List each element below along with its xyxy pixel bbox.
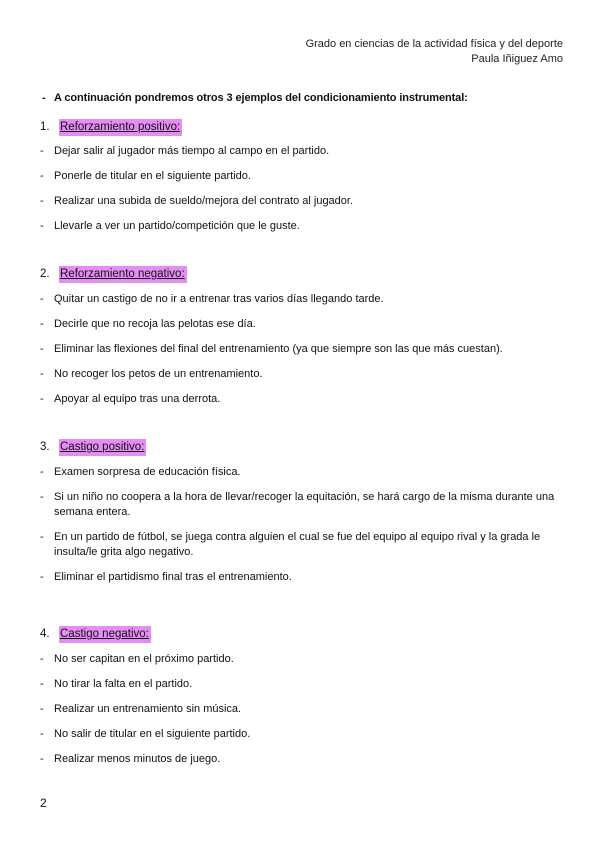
bullet-dash: - (40, 368, 44, 380)
list-item (40, 392, 570, 407)
list-item (40, 752, 570, 767)
list-item-text: Eliminar el partidismo final tras el entrenamiento. (54, 571, 292, 583)
bullet-dash: - (40, 653, 44, 665)
bullet-dash: - (40, 491, 44, 503)
section-heading (40, 265, 570, 283)
list-item-text: Apoyar al equipo tras una derrota. (54, 393, 221, 405)
bullet-dash: - (40, 393, 44, 405)
list-item (40, 490, 570, 520)
list-item (40, 342, 570, 357)
bullet-dash: - (40, 343, 44, 355)
bullet-dash: - (40, 170, 44, 182)
list-item (40, 465, 570, 480)
list-item-text: No recoger los petos de un entrenamiento. (54, 368, 263, 380)
list-item-text: Examen sorpresa de educación física. (54, 466, 241, 478)
intro-text: A continuación pondremos otros 3 ejemplos del condicionamiento instrumental: (54, 92, 468, 104)
list-item (40, 727, 570, 742)
bullet-dash: - (40, 753, 44, 765)
section-number: 1. (40, 121, 50, 133)
list-item-text: No ser capitan en el próximo partido. (54, 653, 234, 665)
section-heading (40, 625, 570, 643)
bullet-dash: - (40, 678, 44, 690)
section-heading (40, 438, 570, 456)
bullet-dash: - (40, 318, 44, 330)
list-item (40, 219, 570, 234)
list-item (40, 144, 570, 159)
list-item-text: Realizar una subida de sueldo/mejora del contrato al jugador. (54, 195, 354, 207)
page-number: 2 (40, 796, 47, 810)
list-item-text: Eliminar las flexiones del final del entrenamiento (ya que siempre son las que más cuestan). (54, 343, 503, 355)
intro-dash: - (42, 92, 46, 104)
list-item-text: Ponerle de titular en el siguiente partido. (54, 170, 251, 182)
intro-line (42, 92, 468, 104)
list-item (40, 317, 570, 332)
list-item (40, 652, 570, 667)
section-reforzamiento-positivo (40, 118, 570, 234)
section-number: 2. (40, 268, 50, 280)
bullet-dash: - (40, 728, 44, 740)
list-item-text: No salir de titular en el siguiente partido. (54, 728, 251, 740)
section-title: Reforzamiento negativo: (59, 266, 187, 283)
section-castigo-positivo (40, 438, 570, 585)
header-author: Paula Iñiguez Amo (471, 53, 563, 65)
bullet-dash: - (40, 466, 44, 478)
section-reforzamiento-negativo (40, 265, 570, 407)
section-title: Castigo positivo: (59, 439, 146, 456)
bullet-dash: - (40, 145, 44, 157)
section-title: Castigo negativo: (59, 626, 151, 643)
list-item-text: Si un niño no coopera a la hora de llevar/recoger la equitación, se hará cargo de la misma durante una semana entera. (54, 491, 555, 518)
section-heading (40, 118, 570, 136)
list-item-text: En un partido de fútbol, se juega contra alguien el cual se fue del equipo al equipo rival y la grada le insulta/le grita algo negativo. (54, 531, 541, 558)
section-castigo-negativo (40, 625, 570, 767)
list-item-text: Dejar salir al jugador más tiempo al campo en el partido. (54, 145, 330, 157)
list-item-text: No tirar la falta en el partido. (54, 678, 193, 690)
bullet-dash: - (40, 195, 44, 207)
list-item-text: Realizar un entrenamiento sin música. (54, 703, 242, 715)
list-item (40, 702, 570, 717)
bullet-dash: - (40, 220, 44, 232)
list-item (40, 530, 570, 560)
list-item (40, 677, 570, 692)
page-header (306, 37, 563, 67)
list-item (40, 570, 570, 585)
list-item (40, 292, 570, 307)
list-item-text: Decirle que no recoja las pelotas ese día. (54, 318, 256, 330)
list-item (40, 169, 570, 184)
list-item-text: Quitar un castigo de no ir a entrenar tras varios días llegando tarde. (54, 293, 384, 305)
bullet-dash: - (40, 531, 44, 543)
list-item (40, 367, 570, 382)
section-number: 3. (40, 441, 50, 453)
list-item (40, 194, 570, 209)
section-title: Reforzamiento positivo: (59, 119, 182, 136)
bullet-dash: - (40, 571, 44, 583)
list-item-text: Realizar menos minutos de juego. (54, 753, 221, 765)
header-degree: Grado en ciencias de la actividad física y del deporte (305, 38, 563, 50)
section-number: 4. (40, 628, 50, 640)
bullet-dash: - (40, 293, 44, 305)
list-item-text: Llevarle a ver un partido/competición que le guste. (54, 220, 300, 232)
bullet-dash: - (40, 703, 44, 715)
